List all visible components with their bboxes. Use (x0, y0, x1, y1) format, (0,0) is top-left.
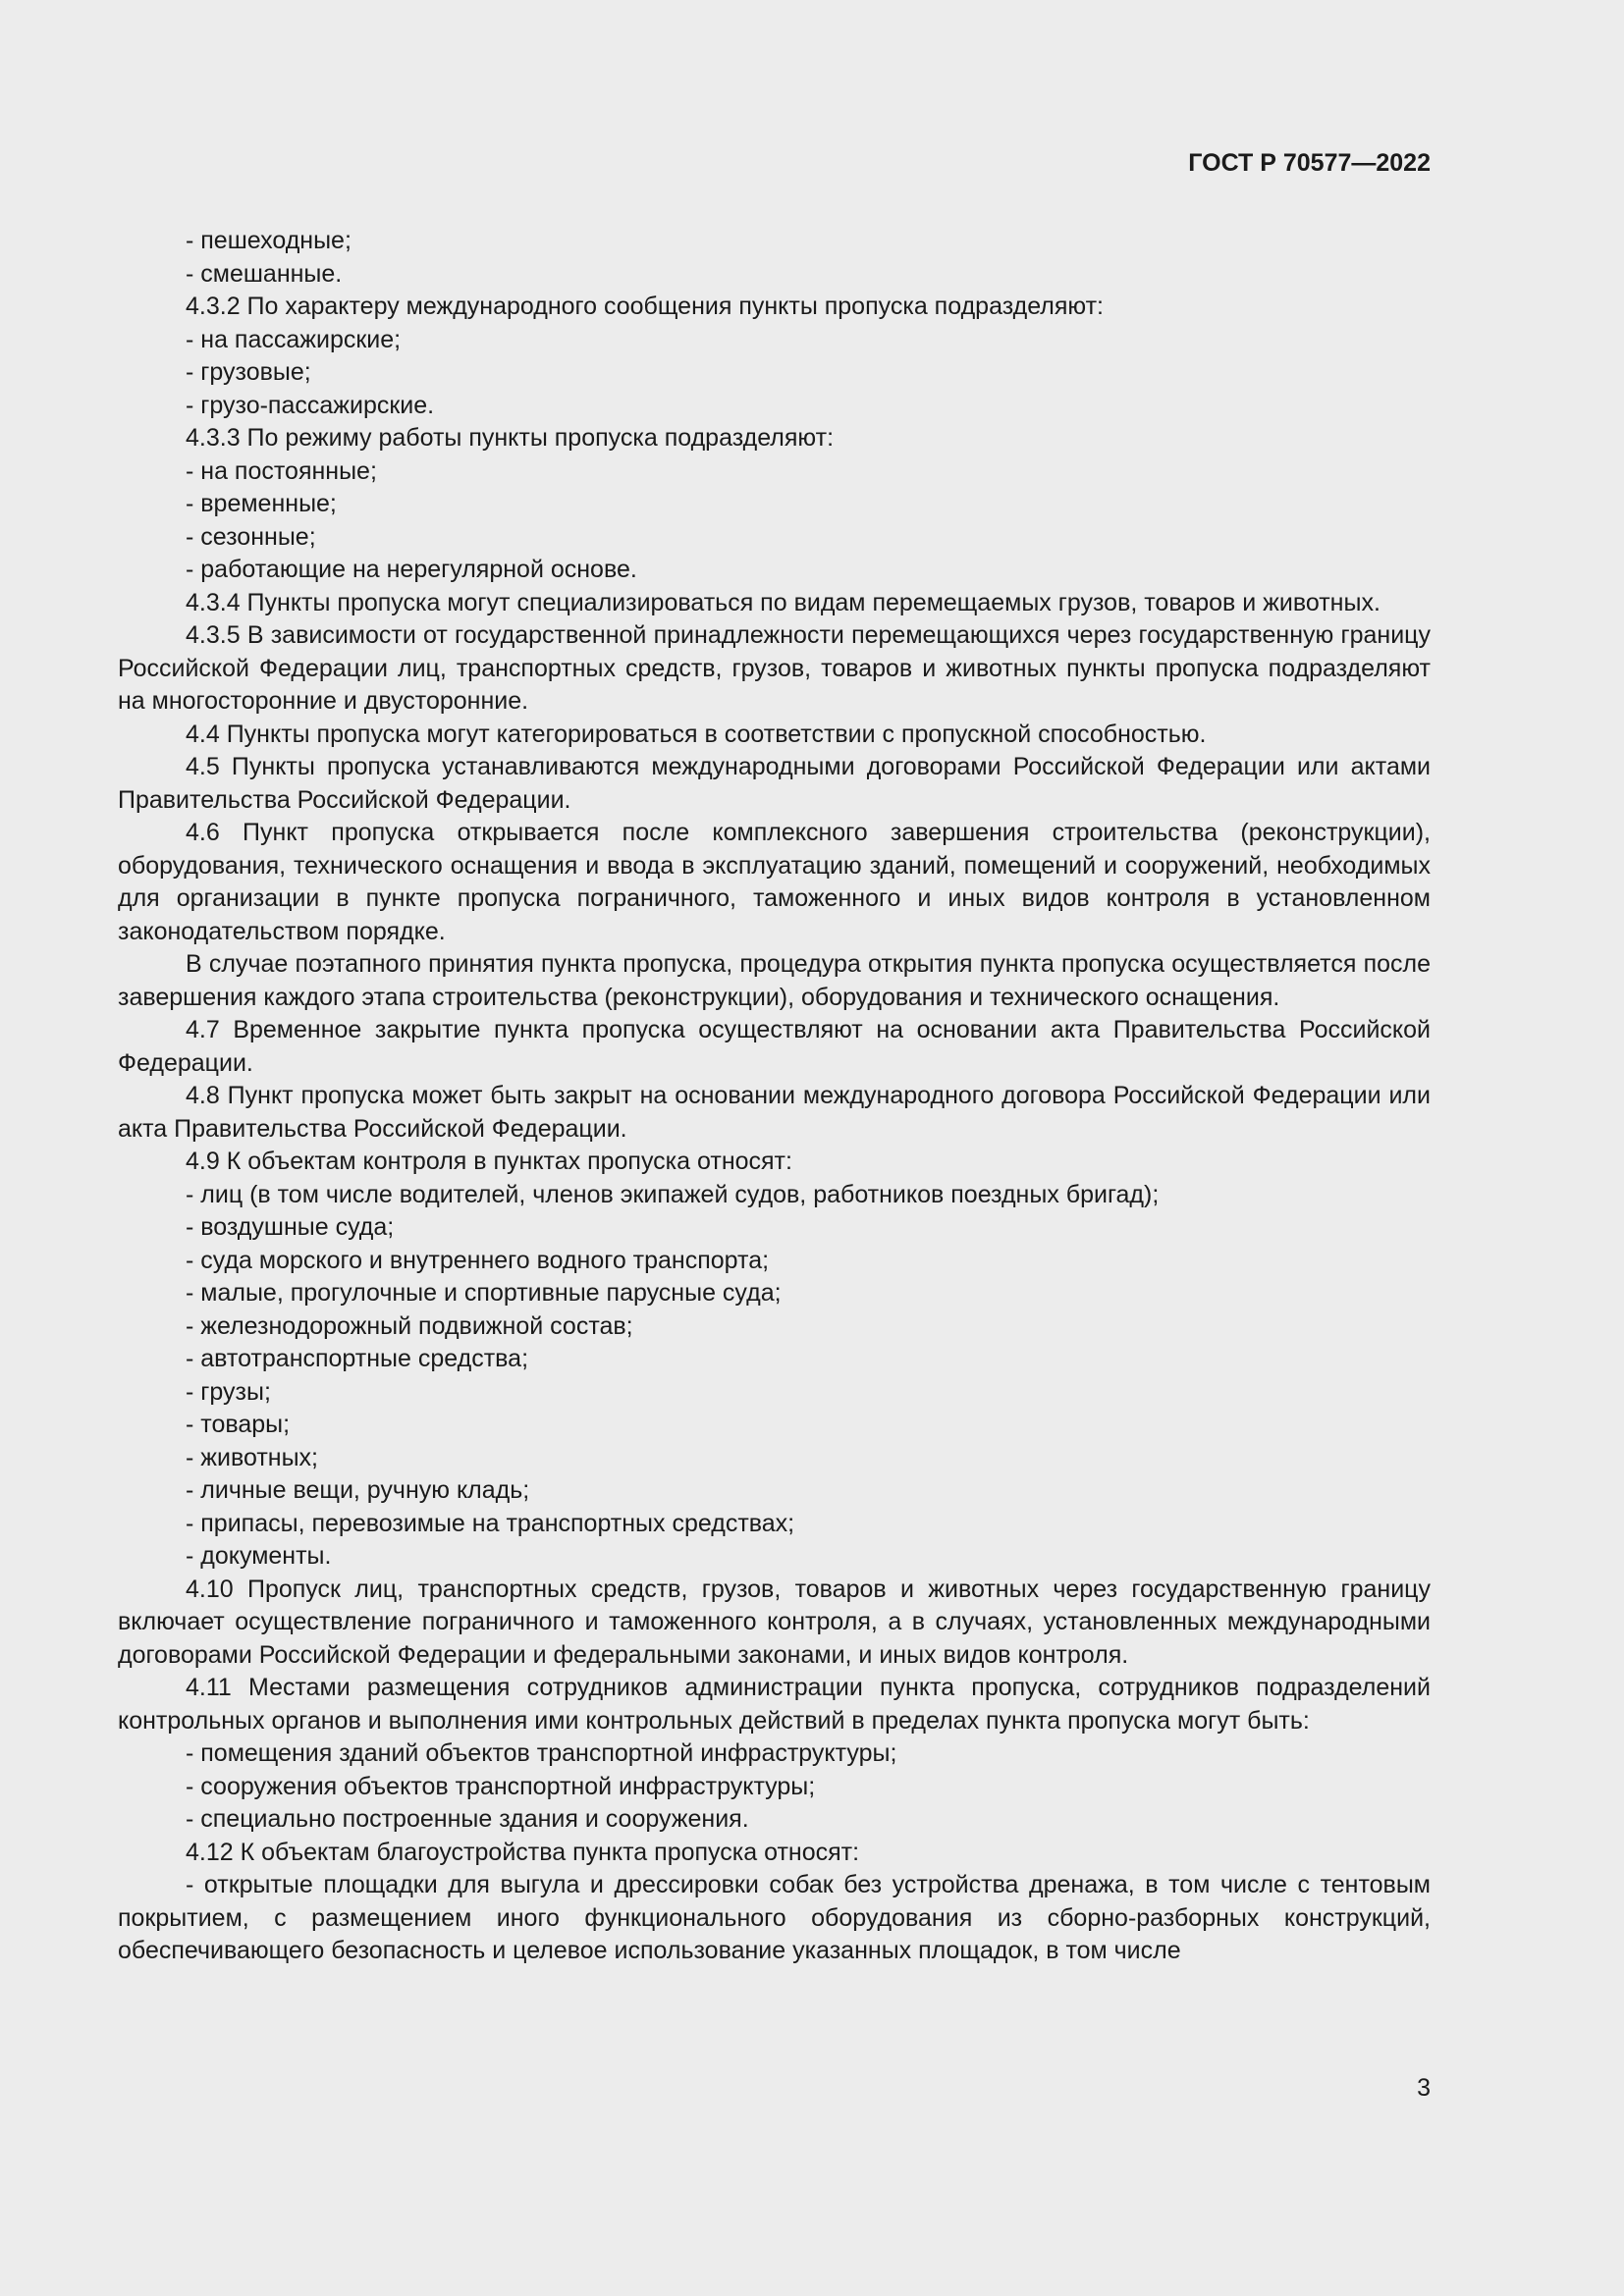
list-item: - железнодорожный подвижной состав; (186, 1311, 633, 1340)
list-item: - на постоянные; (186, 456, 377, 485)
paragraph: 4.6 Пункт пропуска открывается после комплексного завершения строительства (реконструкции), оборудования, технического оснащения и ввода в эксплуатацию зданий, помещений и сооружений, необходимых для организации в пункте пропуска пограничного, таможенного и иных видов контроля в установленном законодательством порядке. (118, 819, 1431, 945)
paragraph: 4.10 Пропуск лиц, транспортных средств, грузов, товаров и животных через государственную границу включает осуществление пограничного и таможенного контроля, а в случаях, установленных международными договорами Российской Федерации и федеральными законами, и иных видов контроля. (118, 1575, 1431, 1669)
list-item: - животных; (186, 1443, 318, 1471)
list-item: - лиц (в том числе водителей, членов экипажей судов, работников поездных бригад); (186, 1180, 1160, 1208)
paragraph: 4.3.4 Пункты пропуска могут специализироваться по видам перемещаемых грузов, товаров и животных. (186, 588, 1380, 616)
list-item: - смешанные. (186, 259, 343, 288)
list-item: - специально построенные здания и сооружения. (186, 1805, 749, 1833)
document-body (118, 225, 1431, 1968)
paragraph: 4.8 Пункт пропуска может быть закрыт на основании международного договора Российской Федерации или акта Правительства Российской Федерации. (118, 1082, 1431, 1143)
list-item: - грузовые; (186, 358, 311, 386)
list-item: - временные; (186, 490, 337, 517)
list-item: - документы. (186, 1542, 332, 1570)
paragraph: 4.3.2 По характеру международного сообщения пункты пропуска подразделяют: (186, 293, 1104, 320)
list-item: - воздушные суда; (186, 1213, 395, 1241)
paragraph: 4.4 Пункты пропуска могут категорироваться в соответствии с пропускной способностью. (186, 720, 1207, 748)
list-item: - помещения зданий объектов транспортной инфраструктуры; (186, 1739, 897, 1767)
list-item: - автотранспортные средства; (186, 1345, 529, 1372)
list-item: - работающие на нерегулярной основе. (186, 556, 637, 583)
list-item: - личные вещи, ручную кладь; (186, 1476, 530, 1504)
list-item: - грузо-пассажирские. (186, 391, 435, 419)
list-item: - сооружения объектов транспортной инфраструктуры; (186, 1772, 816, 1800)
list-item: - припасы, перевозимые на транспортных средствах; (186, 1509, 795, 1537)
paragraph: В случае поэтапного принятия пункта пропуска, процедура открытия пункта пропуска осуществляется после завершения каждого этапа строительства (реконструкции), оборудования и технического оснащения. (118, 950, 1431, 1011)
paragraph: 4.3.5 В зависимости от государственной принадлежности перемещающихся через государственную границу Российской Федерации лиц, транспортных средств, грузов, товаров и животных пункты пропуска подразделяют на многосторонние и двусторонние. (118, 621, 1431, 715)
paragraph: 4.3.3 По режиму работы пункты пропуска подразделяют: (186, 424, 835, 452)
paragraph: 4.5 Пункты пропуска устанавливаются международными договорами Российской Федерации или актами Правительства Российской Федерации. (118, 753, 1431, 814)
list-item: - сезонные; (186, 522, 316, 551)
list-item: - суда морского и внутреннего водного транспорта; (186, 1246, 770, 1274)
paragraph: 4.7 Временное закрытие пункта пропуска осуществляют на основании акта Правительства Российской Федерации. (118, 1016, 1431, 1077)
list-item: - пешеходные; (186, 227, 352, 254)
document-code-header: ГОСТ Р 70577—2022 (1188, 149, 1431, 177)
paragraph: 4.9 К объектам контроля в пунктах пропуска относят: (186, 1148, 792, 1175)
list-item: - грузы; (186, 1377, 271, 1406)
list-item: - малые, прогулочные и спортивные парусные суда; (186, 1279, 782, 1307)
paragraph: 4.12 К объектам благоустройства пункта пропуска относят: (186, 1838, 860, 1866)
list-item: - открытые площадки для выгула и дрессировки собак без устройства дренажа, в том числе с тентовым покрытием, с размещением иного функционального оборудования из сборно-разборных конструкций, обеспечивающего безопасность и целевое использование указанных площадок, в том числе (118, 1871, 1431, 1964)
paragraph: 4.11 Местами размещения сотрудников администрации пункта пропуска, сотрудников подразделений контрольных органов и выполнения ими контрольных действий в пределах пункта пропуска могут быть: (118, 1674, 1431, 1735)
list-item: - на пассажирские; (186, 325, 402, 353)
list-item: - товары; (186, 1411, 291, 1438)
page-number: 3 (1417, 2074, 1431, 2102)
